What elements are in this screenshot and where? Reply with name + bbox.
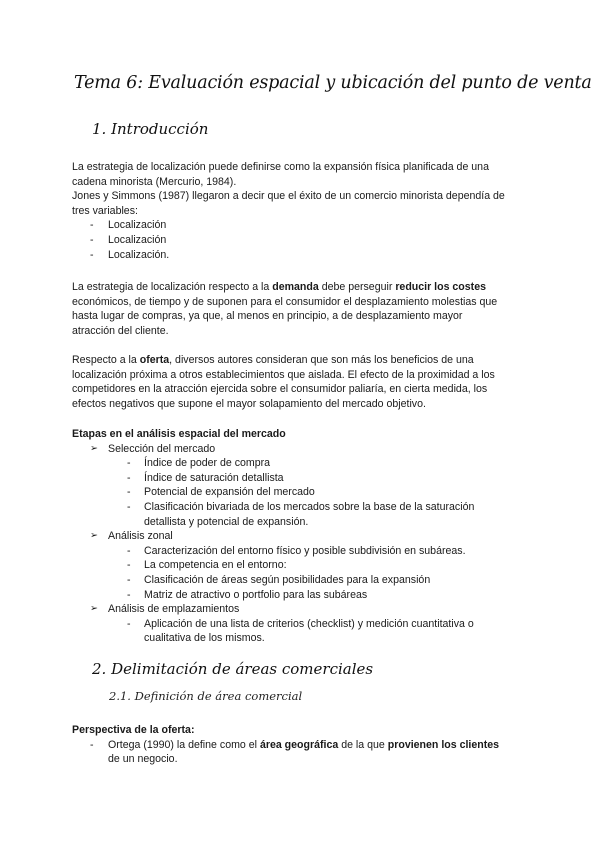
dash-bullet: -: [127, 457, 131, 470]
text-line: Respecto a la oferta, diversos autores consideran que son más los beneficios de una: [72, 354, 474, 366]
dash-bullet: -: [127, 544, 131, 557]
stage-item: - Potencial de expansión del mercado: [127, 486, 315, 499]
text-line: atracción del cliente.: [72, 324, 169, 337]
text-line: efectos negativos que supone el mayor solapamiento del mercado objetivo.: [72, 397, 426, 410]
demand-paragraph: [72, 280, 532, 338]
dash-bullet: -: [90, 738, 94, 751]
offer-perspective-heading: Perspectiva de la oferta:: [72, 724, 195, 736]
section-1-heading: 1. Introducción: [92, 120, 209, 138]
stage-item: - Índice de poder de compra: [127, 457, 271, 470]
stage-group: ➢ Selección del mercado: [90, 442, 216, 455]
text-line: económicos, de tiempo y de suponen para el consumidor el desplazamiento molestias que: [72, 295, 498, 308]
intro-paragraph: [72, 160, 532, 262]
list-item: - Ortega (1990) la define como el área geográfica de la que provienen los clientes: [90, 738, 500, 751]
stage-item-continuation: cualitativa de los mismos.: [144, 632, 265, 645]
stages-heading: Etapas en el análisis espacial del mercado: [72, 428, 286, 440]
text-line: Jones y Simmons (1987) llegaron a decir que el éxito de un comercio minorista dependía de: [72, 190, 505, 203]
stage-item: - Clasificación bivariada de los mercados sobre la base de la saturación: [127, 500, 475, 513]
stage-group: ➢ Análisis zonal: [90, 530, 173, 543]
list-item: - Localización: [90, 233, 167, 246]
stage-item: - Clasificación de áreas según posibilidades para la expansión: [127, 573, 431, 586]
dash-bullet: -: [127, 573, 131, 586]
text-line: cadena minorista (Mercurio, 1984).: [72, 175, 237, 188]
text-line: tres variables:: [72, 204, 138, 217]
document-title: Tema 6: Evaluación espacial y ubicación del punto de venta: [74, 73, 592, 93]
stages-section: [72, 427, 532, 646]
arrow-bullet-icon: ➢: [90, 603, 98, 615]
list-item: - Localización: [90, 219, 167, 232]
dash-bullet: -: [127, 500, 131, 513]
section-2-1-heading: 2.1. Definición de área comercial: [109, 689, 303, 703]
section-2-heading: 2. Delimitación de áreas comerciales: [92, 660, 374, 678]
text-line: hasta lugar de compras, ya que, al menos en principio, a de desplazamiento mayor: [72, 310, 463, 323]
dash-bullet: -: [127, 559, 131, 572]
list-item: - Localización.: [90, 248, 170, 261]
text-line: La estrategia de localización puede definirse como la expansión física planificada de una: [72, 161, 489, 173]
dash-bullet: -: [127, 471, 131, 484]
dash-bullet: -: [127, 588, 131, 601]
dash-bullet: -: [127, 486, 131, 499]
stage-item: - La competencia en el entorno:: [127, 559, 287, 572]
dash-bullet: -: [90, 233, 94, 246]
stage-item: - Aplicación de una lista de criterios (checklist) y medición cuantitativa o: [127, 617, 474, 630]
text-line: La estrategia de localización respecto a la demanda debe perseguir reducir los costes: [72, 281, 486, 293]
dash-bullet: -: [127, 617, 131, 630]
arrow-bullet-icon: ➢: [90, 442, 98, 454]
dash-bullet: -: [90, 248, 94, 261]
arrow-bullet-icon: ➢: [90, 530, 98, 542]
list-item-continuation: de un negocio.: [108, 753, 178, 766]
stage-item: - Índice de saturación detallista: [127, 471, 284, 484]
dash-bullet: -: [90, 219, 94, 232]
offer-perspective: [72, 723, 532, 767]
stage-item: - Matriz de atractivo o portfolio para las subáreas: [127, 588, 368, 601]
offer-paragraph: [72, 353, 532, 411]
stage-item-continuation: detallista y potencial de expansión.: [144, 515, 309, 528]
text-line: localización próxima a otros establecimientos que aislada. El efecto de la proximidad a los: [72, 368, 495, 381]
stage-group: ➢ Análisis de emplazamientos: [90, 603, 240, 616]
text-line: competidores en la atracción ejercida sobre el consumidor paliaría, en cierta medida, los: [72, 383, 488, 396]
stage-item: - Caracterización del entorno físico y posible subdivisión en subáreas.: [127, 544, 466, 557]
